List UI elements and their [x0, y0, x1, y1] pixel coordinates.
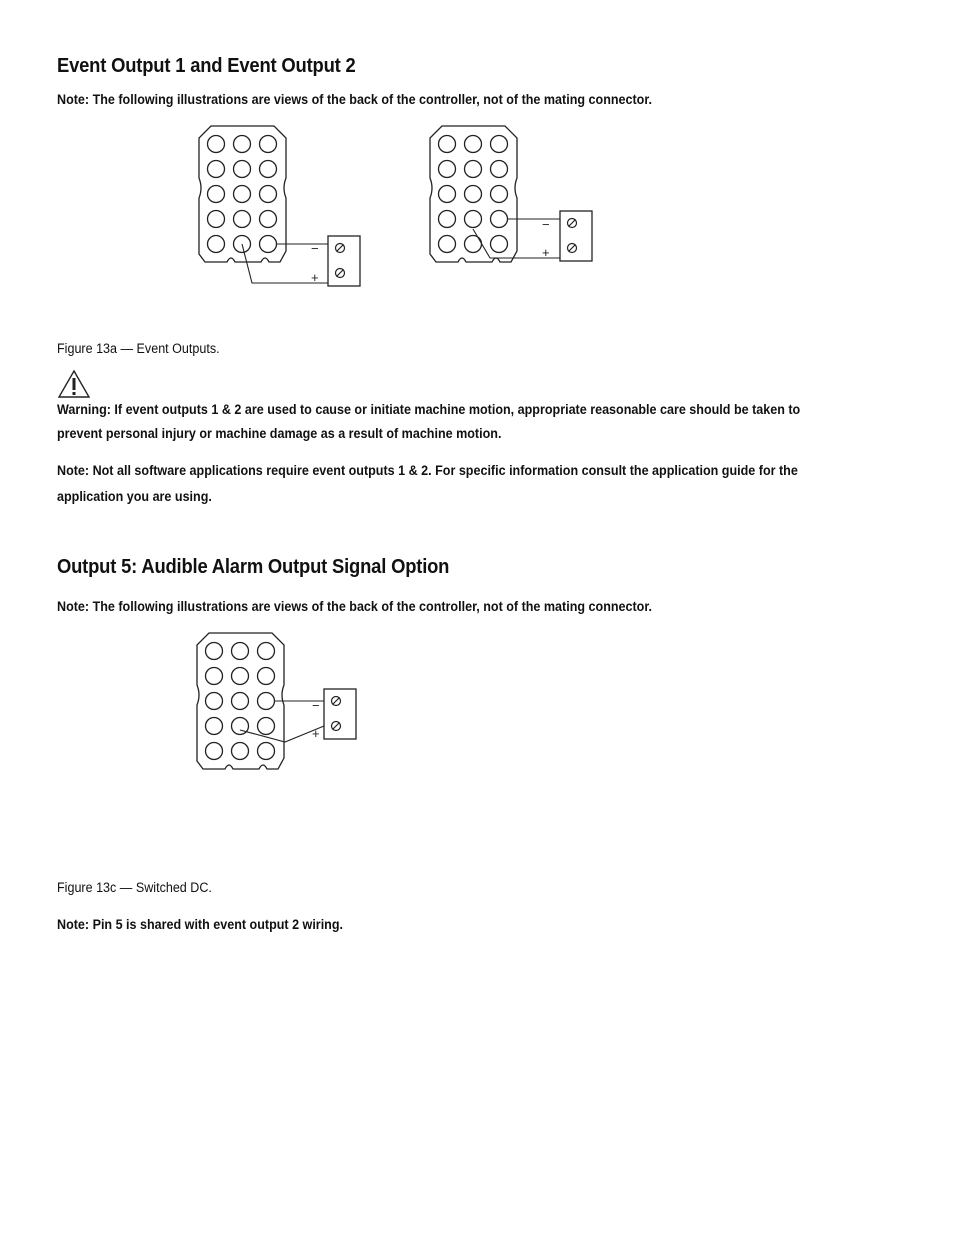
terminal-plus-label: +	[542, 245, 550, 260]
section-heading: Event Output 1 and Event Output 2	[57, 55, 356, 77]
terminal-block-left	[328, 236, 360, 286]
note: Note: Not all software applications require event outputs 1 & 2. For specific information consult the application guide for the application you are using.	[57, 463, 798, 504]
terminal-minus-label: −	[542, 217, 550, 232]
warning-text: Warning: If event outputs 1 & 2 are used to cause or initiate machine motion, appropriate reasonable care should be taken to prevent personal injury or machine damage as a result of machine motion.	[57, 402, 801, 441]
switched-dc-diagram	[190, 625, 370, 780]
figure-caption: Figure 13a — Event Outputs.	[57, 341, 220, 356]
event-outputs-diagram	[190, 118, 610, 298]
note: Note: The following illustrations are views of the back of the controller, not of the mating connector.	[57, 92, 653, 107]
terminal-minus-label: −	[312, 698, 320, 713]
terminal-block-right	[560, 211, 592, 261]
note: Note: Pin 5 is shared with event output 2 wiring.	[57, 917, 344, 932]
terminal-minus-label: −	[311, 241, 319, 256]
connector-right	[430, 126, 517, 262]
note: Note: The following illustrations are views of the back of the controller, not of the mating connector.	[57, 599, 653, 614]
figure-caption: Figure 13c — Switched DC.	[57, 880, 212, 895]
connector	[197, 633, 284, 769]
section-heading: Output 5: Audible Alarm Output Signal Option	[57, 556, 450, 578]
warning-triangle-icon	[57, 369, 91, 399]
connector-left	[199, 126, 286, 262]
terminal-block	[324, 689, 356, 739]
terminal-plus-label: +	[311, 270, 319, 285]
terminal-plus-label: +	[312, 726, 320, 741]
